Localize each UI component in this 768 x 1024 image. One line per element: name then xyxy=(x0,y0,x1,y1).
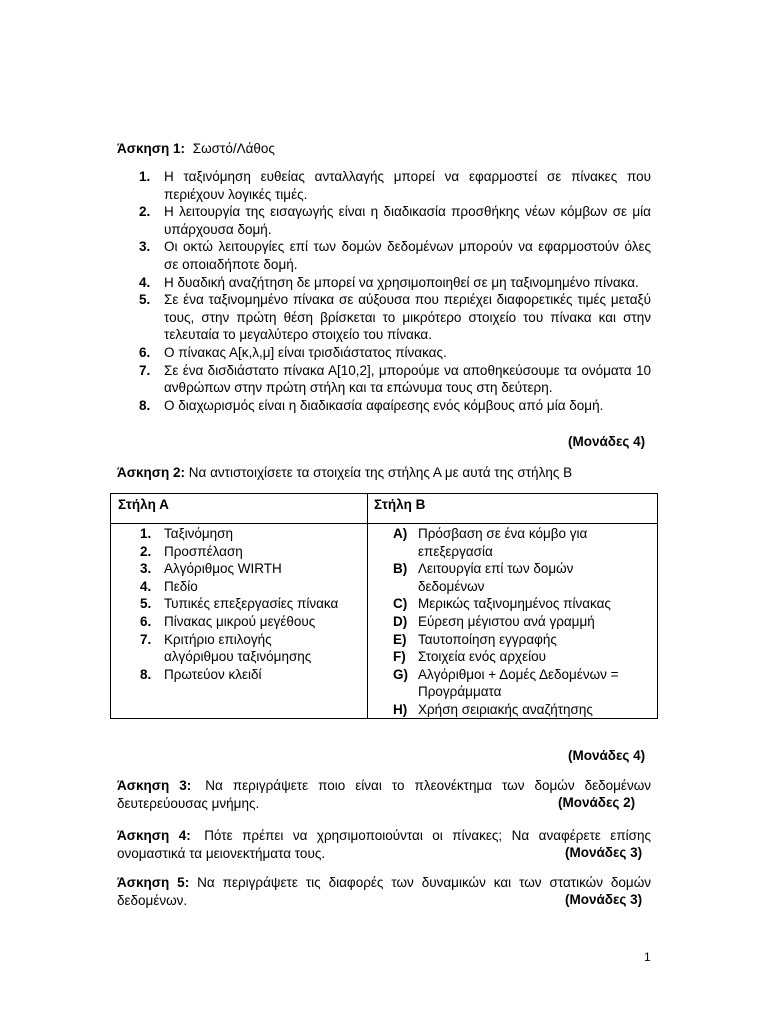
exercise-1-heading xyxy=(117,140,651,158)
list-item: 3. Οι οκτώ λειτουργίες επί των δομών δεδομένων μπορούν να εφαρμοστούν όλες σε οποιαδήποτε δομή. xyxy=(139,239,651,272)
list-item: C) Μερικώς ταξινομημένος πίνακας xyxy=(393,596,611,612)
list-item: 6. Πίνακας μικρού μεγέθους xyxy=(140,613,316,629)
list-item: D) Εύρεση μέγιστου ανά γραμμή xyxy=(393,613,595,629)
exercise-1-subtitle: Σωστό/Λάθος xyxy=(192,141,275,156)
column-a-header: Στήλη Α xyxy=(118,497,169,512)
exercise-5-points: (Μονάδες 3) xyxy=(565,892,643,907)
list-item: 3. Αλγόριθμος WIRTH xyxy=(140,561,282,577)
exercise-2-heading xyxy=(117,464,651,482)
list-item: 5. Σε ένα ταξινομημένο πίνακα σε αύξουσα που περιέχει διαφορετικές τιμές μεταξύ τους, στην πρώτη θέση βρίσκεται το μικρότερο στοιχείο του πίνακα και στην τελευταία το μεγαλύτερο στοιχείο του πίνακα. xyxy=(139,292,651,343)
exercise-5-text: Να περιγράψετε τις διαφορές των δυναμικών και των στατικών δομών δεδομένων. xyxy=(117,875,652,908)
list-item: 6. Ο πίνακας Α[κ,λ,μ] είναι τρισδιάστατος πίνακας. xyxy=(139,344,447,360)
list-item: B) Λειτουργία επί των δομών δεδομένων xyxy=(393,561,574,594)
list-item: E) Ταυτοποίηση εγγραφής xyxy=(393,631,557,647)
matching-table xyxy=(110,493,658,719)
exercise-1-title: Άσκηση 1: xyxy=(117,141,185,156)
exercise-3-text: Να περιγράψετε ποιο είναι το πλεονέκτημα των δομών δεδομένων δευτερεύουσας μνήμης. xyxy=(117,778,651,811)
exercise-2-points: (Μονάδες 4) xyxy=(568,748,646,763)
list-item: 8. Ο διαχωρισμός είναι η διαδικασία αφαίρεσης ενός κόμβους από μία δομή. xyxy=(139,397,604,413)
list-item: G) Αλγόριθμοι + Δομές Δεδομένων = Προγράμματα xyxy=(393,666,619,700)
table-header-divider xyxy=(111,523,657,524)
list-item: A) Πρόσβαση σε ένα κόμβο για επεξεργασία xyxy=(393,526,588,559)
exercise-1-list xyxy=(117,168,651,414)
exercise-5-title: Άσκηση 5: xyxy=(117,875,190,890)
exercise-4-text: Πότε πρέπει να χρησιμοποιούνται οι πίνακες; Να αναφέρετε επίσης ονομαστικά τα μειονεκτήματα τους. xyxy=(117,828,651,861)
list-item: 2. Προσπέλαση xyxy=(140,543,243,559)
column-b-header: Στήλη Β xyxy=(374,497,426,512)
list-item: 4. Η δυαδική αναζήτηση δε μπορεί να χρησιμοποιηθεί σε μη ταξινομημένο πίνακα. xyxy=(139,274,639,290)
exercise-3-points: (Μονάδες 2) xyxy=(558,795,636,810)
exercise-2-subtitle: Να αντιστοιχίσετε τα στοιχεία της στήλης Α με αυτά της στήλης Β xyxy=(188,465,573,480)
exercise-4-points: (Μονάδες 3) xyxy=(565,845,643,860)
exercise-4-title: Άσκηση 4: xyxy=(117,828,191,843)
list-item: 8. Πρωτεύον κλειδί xyxy=(140,666,262,682)
list-item: F) Στοιχεία ενός αρχείου xyxy=(393,649,547,665)
list-item: 7. Κριτήριο επιλογής αλγόριθμου ταξινόμησης xyxy=(140,631,312,665)
list-item: 1. Ταξινόμηση xyxy=(140,526,233,541)
list-item: 4. Πεδίο xyxy=(140,578,198,594)
list-item: 5. Τυπικές επεξεργασίες πίνακα xyxy=(140,596,339,612)
column-a-list xyxy=(111,525,367,683)
list-item: 2. Η λειτουργία της εισαγωγής είναι η διαδικασία προσθήκης νέων κόμβων σε μία υπάρχουσα δομή. xyxy=(139,204,651,237)
column-b-list xyxy=(367,525,657,719)
exercise-3-title: Άσκηση 3: xyxy=(117,778,192,793)
list-item: 7. Σε ένα δισδιάστατο πίνακα Α[10,2], μπορούμε να αποθηκεύσουμε τα ονόματα 10 ανθρώπων στην πρώτη στήλη και τα επώνυμα τους στη δεύτερη. xyxy=(139,362,651,396)
list-item: H) Χρήση σειριακής αναζήτησης xyxy=(393,701,593,717)
exercise-2-title: Άσκηση 2: xyxy=(117,465,185,480)
page-number: 1 xyxy=(644,950,651,964)
list-item: 1. Η ταξινόμηση ευθείας ανταλλαγής μπορεί να εφαρμοστεί σε πίνακες που περιέχουν λογικές τιμές. xyxy=(139,169,651,202)
exercise-1-points: (Μονάδες 4) xyxy=(568,434,646,449)
